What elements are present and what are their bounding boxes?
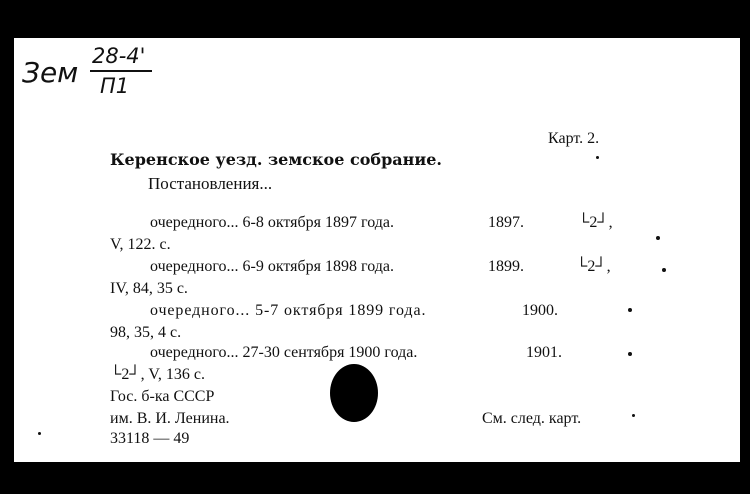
entry-year: 1901. [526,344,562,361]
handwritten-numerator: 28-4' [92,44,146,68]
fraction-bar [90,70,152,72]
scan-speck [656,236,660,240]
entry-year: 1899. [488,258,524,275]
library-dedication: им. В. И. Ленина. [110,410,230,427]
entry-details: IV, 84, 35 с. [110,280,188,297]
scan-speck [662,268,666,272]
see-next-card: См. след. карт. [482,410,582,427]
entry-line: очередного... 5-7 октября 1899 года. [150,302,427,319]
entry-details: └2┘, V, 136 с. [110,366,205,383]
entry-details: V, 122. с. [110,236,171,253]
scan-speck [596,156,599,159]
entry-year: 1900. [522,302,558,319]
punch-hole [330,364,378,422]
handwritten-code: Зем [22,56,79,89]
library-inventory: 33118 — 49 [110,430,190,447]
catalog-card [14,38,740,462]
entry-mark: └2┘, [576,258,611,275]
card-number: Карт. 2. [548,130,600,147]
entry-line: очередного... 6-8 октября 1897 года. [150,214,394,231]
scan-speck [628,352,632,356]
handwritten-denominator: П1 [100,74,130,98]
entry-mark: └2┘, [578,214,613,231]
scan-speck [628,308,632,312]
entry-details: 98, 35, 4 с. [110,324,182,341]
entry-line: очередного... 27-30 сентября 1900 года. [150,344,418,361]
scan-speck [38,432,41,435]
scan-speck [632,414,635,417]
library-name: Гос. б-ка СССР [110,388,215,405]
entry-year: 1897. [488,214,524,231]
card-heading: Керенское уезд. земское собрание. [110,150,442,169]
card-subheading: Постановления... [148,174,273,193]
entry-line: очередного... 6-9 октября 1898 года. [150,258,394,275]
